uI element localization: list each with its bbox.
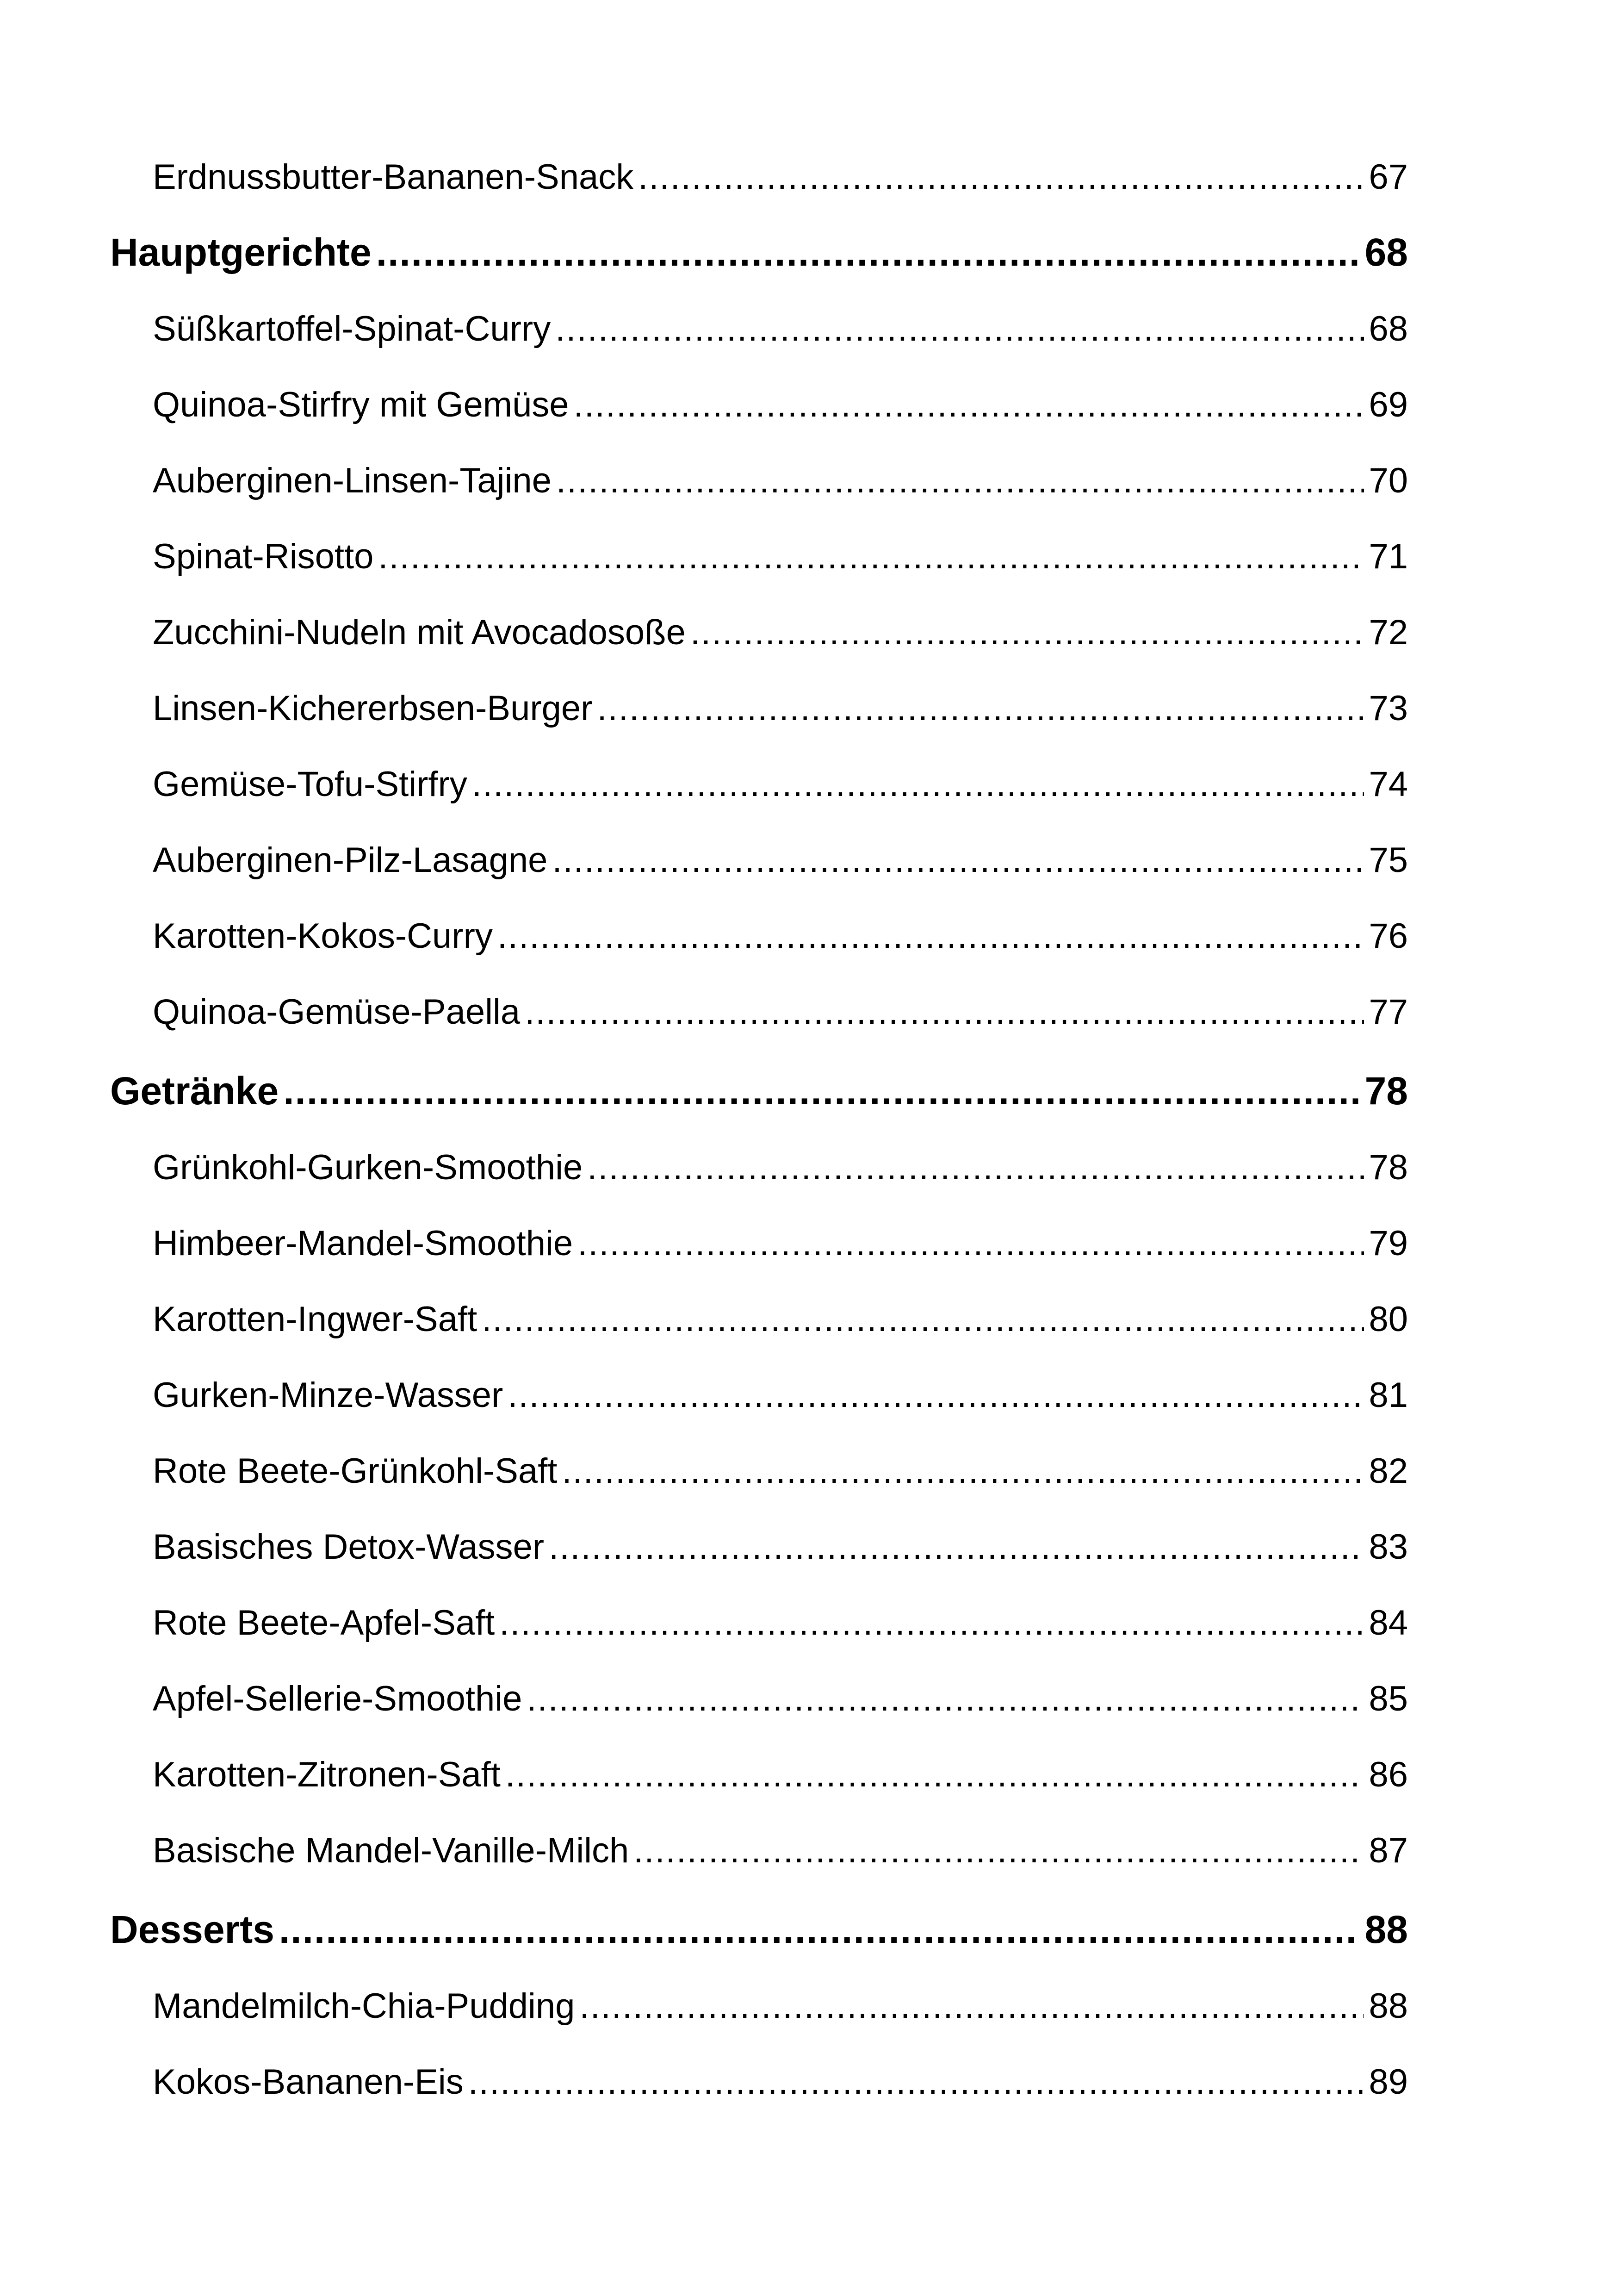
- toc-entry-title: Quinoa-Stirfry mit Gemüse: [153, 385, 569, 424]
- toc-entry-page: 86: [1369, 1755, 1408, 1794]
- dot-leader: [499, 1605, 1364, 1641]
- toc-entry: [110, 691, 1408, 726]
- toc-section-page: 88: [1364, 1908, 1408, 1951]
- toc-entry-title: Mandelmilch-Chia-Pudding: [153, 1986, 575, 2026]
- dot-leader: [472, 767, 1364, 802]
- dot-leader: [279, 1910, 1360, 1949]
- toc-entry: [110, 157, 1408, 197]
- toc-entry-page: 71: [1369, 537, 1408, 576]
- dot-leader: [505, 1757, 1364, 1792]
- toc-entry-title: Himbeer-Mandel-Smoothie: [153, 1224, 573, 1263]
- toc-entry-title: Rote Beete-Apfel-Saft: [153, 1603, 495, 1643]
- dot-leader: [562, 1454, 1364, 1489]
- toc-entry-page: 75: [1369, 840, 1408, 880]
- toc-entry: [110, 2062, 1408, 2102]
- toc-entry-page: 78: [1369, 1148, 1408, 1187]
- dot-leader: [555, 311, 1364, 347]
- toc-entry: [110, 1150, 1408, 1185]
- dot-leader: [497, 919, 1364, 954]
- toc-entry-title: Basisches Detox-Wasser: [153, 1527, 545, 1567]
- toc-entry-page: 89: [1369, 2062, 1408, 2102]
- toc-section-title: Hauptgerichte: [110, 230, 372, 274]
- toc-entry-title: Spinat-Risotto: [153, 537, 374, 576]
- dot-leader: [579, 1989, 1364, 2024]
- toc-entry: [110, 1226, 1408, 1261]
- toc-entry-page: 85: [1369, 1679, 1408, 1718]
- toc-entry: [110, 311, 1408, 347]
- toc-entry: [110, 387, 1408, 423]
- toc-entry: [110, 1986, 1408, 2026]
- toc-entry: [110, 992, 1408, 1032]
- toc-entry: [110, 463, 1408, 498]
- toc-entry-page: 74: [1369, 765, 1408, 804]
- dot-leader: [638, 160, 1364, 195]
- toc-section-title: Getränke: [110, 1069, 279, 1113]
- toc-entry: [110, 840, 1408, 880]
- toc-section-heading: [110, 1910, 1408, 1949]
- toc-entry-title: Gemüse-Tofu-Stirfry: [153, 765, 467, 804]
- toc-entry: [110, 1375, 1408, 1415]
- toc-entry-page: 70: [1369, 461, 1408, 500]
- dot-leader: [597, 691, 1364, 726]
- toc-entry-title: Karotten-Zitronen-Saft: [153, 1755, 501, 1794]
- toc-entry: [110, 615, 1408, 650]
- toc-entry-title: Süßkartoffel-Spinat-Curry: [153, 309, 551, 348]
- toc-section-heading: [110, 230, 1408, 274]
- toc-entry-title: Karotten-Kokos-Curry: [153, 916, 493, 956]
- dot-leader: [525, 995, 1364, 1030]
- toc-entry-page: 88: [1369, 1986, 1408, 2026]
- dot-leader: [283, 1071, 1360, 1110]
- toc-entry-page: 87: [1369, 1831, 1408, 1870]
- toc-entry-page: 67: [1369, 157, 1408, 197]
- toc-entry-page: 79: [1369, 1224, 1408, 1263]
- dot-leader: [690, 615, 1364, 650]
- toc-entry-page: 81: [1369, 1375, 1408, 1415]
- dot-leader: [552, 843, 1364, 878]
- toc-entry-title: Karotten-Ingwer-Saft: [153, 1300, 477, 1339]
- toc-entry-title: Gurken-Minze-Wasser: [153, 1375, 503, 1415]
- dot-leader: [482, 1302, 1364, 1337]
- toc-section-heading: [110, 1069, 1408, 1113]
- toc-entry-title: Apfel-Sellerie-Smoothie: [153, 1679, 522, 1718]
- toc-entry-title: Auberginen-Pilz-Lasagne: [153, 840, 548, 880]
- toc-entry-page: 73: [1369, 689, 1408, 728]
- toc-entry-page: 72: [1369, 613, 1408, 652]
- dot-leader: [549, 1530, 1364, 1565]
- dot-leader: [633, 1833, 1364, 1868]
- toc-entry-page: 84: [1369, 1603, 1408, 1643]
- toc-section-title: Desserts: [110, 1908, 274, 1951]
- toc-entry: [110, 1302, 1408, 1337]
- toc-entry: [110, 916, 1408, 956]
- toc-entry-title: Zucchini-Nudeln mit Avocadosoße: [153, 613, 686, 652]
- dot-leader: [527, 1681, 1364, 1717]
- toc-entry: [110, 1451, 1408, 1491]
- dot-leader: [376, 233, 1360, 272]
- dot-leader: [378, 539, 1364, 574]
- toc-entry-page: 82: [1369, 1451, 1408, 1491]
- toc-entry-page: 83: [1369, 1527, 1408, 1567]
- dot-leader: [577, 1226, 1364, 1261]
- toc-section-page: 68: [1364, 230, 1408, 274]
- toc-entry: [110, 1681, 1408, 1717]
- toc-entry-title: Auberginen-Linsen-Tajine: [153, 461, 552, 500]
- toc-entry: [110, 1527, 1408, 1567]
- dot-leader: [508, 1378, 1364, 1413]
- toc-entry-title: Basische Mandel-Vanille-Milch: [153, 1831, 629, 1870]
- dot-leader: [587, 1150, 1364, 1185]
- toc-entry: [110, 539, 1408, 574]
- toc-entry-page: 69: [1369, 385, 1408, 424]
- toc-entry-page: 76: [1369, 916, 1408, 956]
- dot-leader: [556, 463, 1364, 498]
- toc-entry: [110, 1605, 1408, 1641]
- dot-leader: [468, 2065, 1364, 2100]
- toc-entry-page: 80: [1369, 1300, 1408, 1339]
- toc-entry-title: Grünkohl-Gurken-Smoothie: [153, 1148, 583, 1187]
- toc-section-page: 78: [1364, 1069, 1408, 1113]
- toc-entry-title: Quinoa-Gemüse-Paella: [153, 992, 521, 1032]
- toc-entry-page: 77: [1369, 992, 1408, 1032]
- toc-entry-title: Rote Beete-Grünkohl-Saft: [153, 1451, 558, 1491]
- dot-leader: [574, 387, 1364, 423]
- toc-entry-title: Linsen-Kichererbsen-Burger: [153, 689, 593, 728]
- toc-entry-page: 68: [1369, 309, 1408, 348]
- toc-entry: [110, 1833, 1408, 1868]
- toc-entry-title: Erdnussbutter-Bananen-Snack: [153, 157, 634, 197]
- toc-entry: [110, 1757, 1408, 1792]
- toc-entry: [110, 767, 1408, 802]
- toc-entry-title: Kokos-Bananen-Eis: [153, 2062, 464, 2102]
